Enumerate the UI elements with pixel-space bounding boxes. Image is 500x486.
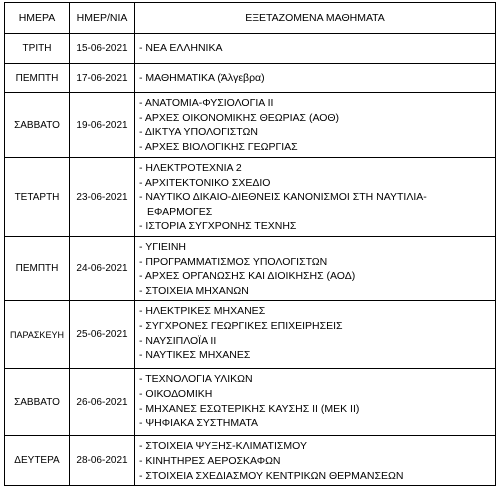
day-cell: ΔΕΥΤΕΡΑ [5, 436, 70, 486]
subject-item: - ΙΣΤΟΡΙΑ ΣΥΓΧΡΟΝΗΣ ΤΕΧΝΗΣ [139, 220, 297, 233]
subject-item: - ΤΕΧΝΟΛΟΓΙΑ ΥΛΙΚΩΝ [139, 373, 253, 386]
day-cell: ΤΡΙΤΗ [5, 34, 70, 64]
subject-item: - ΑΡΧΕΣ ΒΙΟΛΟΓΙΚΗΣ ΓΕΩΡΓΙΑΣ [139, 140, 298, 153]
subjects-cell [135, 369, 496, 436]
subject-item: - ΨΗΦΙΑΚΑ ΣΥΣΤΗΜΑΤΑ [139, 417, 259, 430]
table-row [5, 34, 496, 64]
header-subjects: ΕΞΕΤΑΖΟΜΕΝΑ ΜΑΘΗΜΑΤΑ [135, 3, 496, 34]
table-row [5, 158, 496, 237]
subjects-cell [135, 301, 496, 369]
date-cell: 23-06-2021 [70, 158, 135, 237]
subjects-cell [135, 436, 496, 486]
subject-item: - ΚΙΝΗΤΗΡΕΣ ΑΕΡΟΣΚΑΦΩΝ [139, 454, 281, 467]
subject-item: - ΣΥΓΧΡΟΝΕΣ ΓΕΩΡΓΙΚΕΣ ΕΠΙΧΕΙΡΗΣΕΙΣ [139, 319, 343, 332]
subject-item: - ΝΕΑ ΕΛΛΗΝΙΚΑ [139, 42, 223, 55]
header-day: ΗΜΕΡΑ [5, 3, 70, 34]
subject-item: - ΠΡΟΓΡΑΜΜΑΤΙΣΜΟΣ ΥΠΟΛΟΓΙΣΤΩΝ [139, 255, 328, 268]
subject-item: - ΣΤΟΙΧΕΙΑ ΣΧΕΔΙΑΣΜΟΥ ΚΕΝΤΡΙΚΩΝ ΘΕΡΜΑΝΣΕΩΝ [139, 469, 404, 482]
date-cell: 17-06-2021 [70, 64, 135, 93]
subject-item: - ΑΡΧΕΣ ΟΙΚΟΝΟΜΙΚΗΣ ΘΕΩΡΙΑΣ (ΑΟΘ) [139, 111, 340, 124]
header-date: ΗΜΕΡ/ΝΙΑ [70, 3, 135, 34]
subject-item: - ΗΛΕΚΤΡΟΤΕΧΝΙΑ 2 [139, 162, 242, 174]
day-cell: ΠΕΜΠΤΗ [5, 237, 70, 301]
subject-item: - ΣΤΟΙΧΕΙΑ ΨΥΞΗΣ-ΚΛΙΜΑΤΙΣΜΟΥ [139, 440, 307, 453]
table-row [5, 369, 496, 436]
table-row [5, 436, 496, 486]
subject-item: - ΝΑΥΣΙΠΛΟΪΑ ΙΙ [139, 334, 217, 347]
day-cell: ΤΕΤΑΡΤΗ [5, 158, 70, 237]
subject-item: - ΑΝΑΤΟΜΙΑ-ΦΥΣΙΟΛΟΓΙΑ ΙΙ [139, 97, 274, 109]
subject-item: - ΑΡΧΕΣ ΟΡΓΑΝΩΣΗΣ ΚΑΙ ΔΙΟΙΚΗΣΗΣ (ΑΟΔ) [139, 270, 356, 283]
day-cell: ΣΑΒΒΑΤΟ [5, 93, 70, 158]
date-cell: 25-06-2021 [70, 301, 135, 369]
day-cell: ΠΑΡΑΣΚΕΥΗ [5, 301, 70, 369]
exam-schedule-table [4, 2, 496, 486]
subject-item: - ΜΑΘΗΜΑΤΙΚΑ (Άλγεβρα) [139, 71, 265, 84]
date-cell: 28-06-2021 [70, 436, 135, 486]
subject-item-continuation: ΕΦΑΡΜΟΓΕΣ [147, 205, 213, 218]
subject-item: - ΣΤΟΙΧΕΙΑ ΜΗΧΑΝΩΝ [139, 284, 249, 297]
date-cell: 26-06-2021 [70, 369, 135, 436]
subjects-cell [135, 34, 496, 64]
subject-item: - ΗΛΕΚΤΡΙΚΕΣ ΜΗΧΑΝΕΣ [139, 305, 266, 318]
table-row [5, 237, 496, 301]
table-row [5, 301, 496, 369]
subject-item: - ΔΙΚΤΥΑ ΥΠΟΛΟΓΙΣΤΩΝ [139, 126, 258, 139]
table-row [5, 93, 496, 158]
subjects-cell [135, 158, 496, 237]
date-cell: 24-06-2021 [70, 237, 135, 301]
day-cell: ΠΕΜΠΤΗ [5, 64, 70, 93]
subject-item: - ΑΡΧΙΤΕΚΤΟΝΙΚΟ ΣΧΕΔΙΟ [139, 176, 271, 189]
subject-item: - ΟΙΚΟΔΟΜΙΚΗ [139, 387, 213, 400]
date-cell: 15-06-2021 [70, 34, 135, 64]
table-row [5, 64, 496, 93]
date-cell: 19-06-2021 [70, 93, 135, 158]
subject-item: - ΝΑΥΤΙΚΟ ΔΙΚΑΙΟ-ΔΙΕΘΝΕΙΣ ΚΑΝΟΝΙΣΜΟΙ ΣΤΗ ΝΑΥΤΙΛΙΑ- [139, 191, 427, 204]
subject-item: - ΥΓΙΕΙΝΗ [139, 241, 187, 253]
subject-item: - ΝΑΥΤΙΚΕΣ ΜΗΧΑΝΕΣ [139, 349, 251, 362]
header-row [5, 3, 496, 34]
subjects-cell [135, 237, 496, 301]
subjects-cell [135, 64, 496, 93]
subjects-cell [135, 93, 496, 158]
subject-item: - ΜΗΧΑΝΕΣ ΕΣΩΤΕΡΙΚΗΣ ΚΑΥΣΗΣ ΙΙ (ΜΕΚ ΙΙ) [139, 402, 360, 415]
day-cell: ΣΑΒΒΑΤΟ [5, 369, 70, 436]
